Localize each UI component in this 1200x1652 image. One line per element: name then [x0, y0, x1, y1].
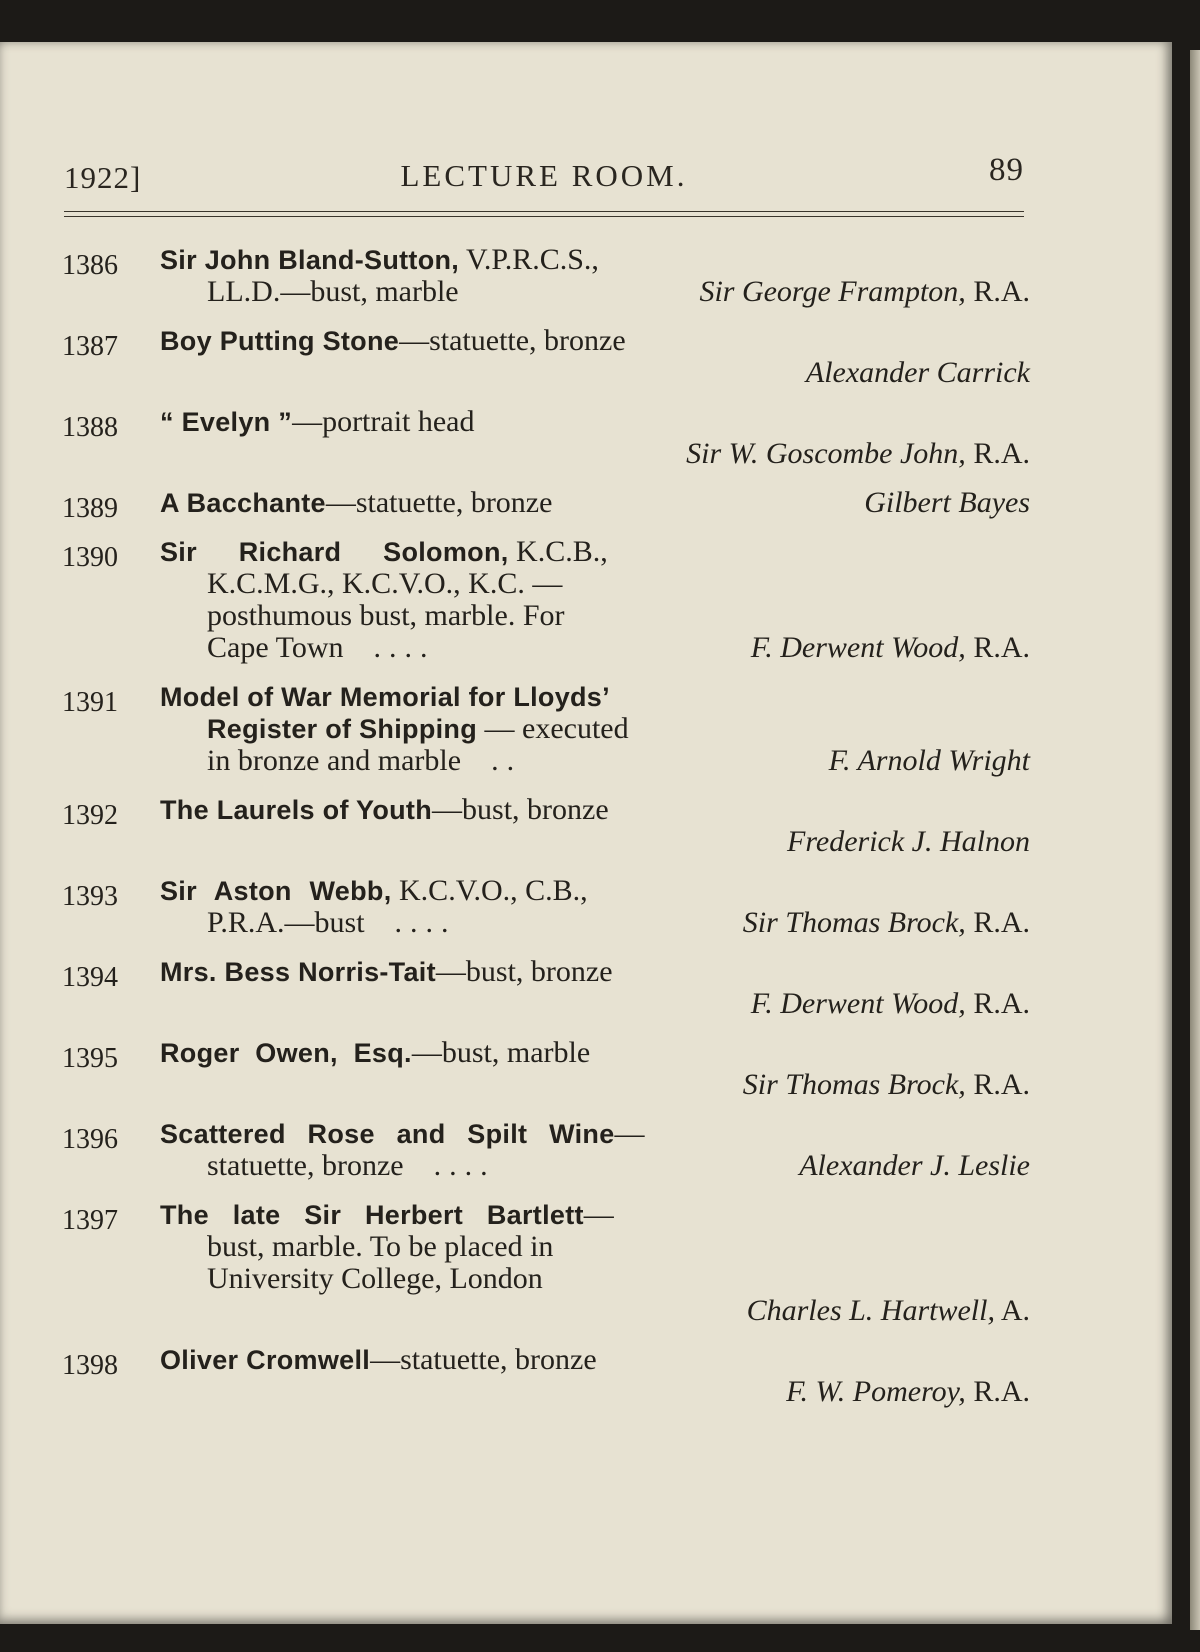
- leader-dots: ..: [491, 744, 523, 777]
- entry-description: —statuette, bronze: [370, 1343, 597, 1376]
- entry-title: Model of War Memorial for Lloyds’: [160, 682, 610, 712]
- entry-artist: Charles L. Hartwell,: [746, 1294, 995, 1327]
- entry-number: 1388: [62, 412, 118, 443]
- entry-artist: F. Derwent Wood,: [750, 987, 966, 1020]
- artist-suffix: R.A.: [965, 1068, 1030, 1101]
- entry-artist: Sir George Frampton,: [699, 275, 966, 308]
- header-rule-bottom: [64, 216, 1024, 217]
- entry-description: LL.D.—bust, marble: [207, 275, 459, 308]
- catalogue-entry: [62, 406, 1030, 470]
- entry-description: statuette, bronze: [207, 1149, 404, 1182]
- entry-title: Mrs. Bess Norris-Tait: [160, 957, 436, 987]
- entry-description: —statuette, bronze: [325, 486, 553, 519]
- entry-description: V.P.R.C.S.,: [459, 243, 599, 276]
- entry-title: Sir Richard Solomon,: [160, 537, 509, 567]
- entry-description: —: [583, 1198, 614, 1231]
- page-number: 89: [989, 152, 1024, 188]
- entry-title: The Laurels of Youth: [160, 795, 433, 825]
- entry-title: Sir Aston Webb,: [160, 876, 392, 906]
- entry-number: 1386: [62, 250, 118, 281]
- entry-title: Boy Putting Stone: [160, 326, 400, 356]
- catalogue-entry: [62, 244, 1030, 308]
- entry-title: “ Evelyn ”: [160, 407, 293, 437]
- entry-number: 1387: [62, 331, 118, 362]
- catalogue-entry: [62, 956, 1030, 1020]
- catalogue-entry: [62, 325, 1030, 389]
- entry-description: —statuette, bronze: [399, 324, 626, 357]
- entry-title: Roger Owen, Esq.: [160, 1038, 412, 1068]
- header-title: LECTURE ROOM.: [400, 158, 688, 193]
- catalogue-entries: [62, 244, 1030, 1425]
- entry-number: 1393: [62, 881, 118, 912]
- entry-artist: Frederick J. Halnon: [787, 825, 1030, 858]
- leader-dots: ....: [394, 906, 457, 939]
- entry-title: Scattered Rose and Spilt Wine: [160, 1119, 615, 1149]
- entry-description: University College, London: [207, 1262, 543, 1295]
- entry-title: A Bacchante: [160, 488, 326, 518]
- entry-description: —portrait head: [292, 405, 475, 438]
- header-rule-top: [64, 211, 1024, 212]
- entry-artist: Sir Thomas Brock,: [742, 1068, 966, 1101]
- entry-number: 1397: [62, 1205, 118, 1236]
- entry-number: 1396: [62, 1124, 118, 1155]
- leader-dots: ....: [373, 631, 436, 664]
- entry-number: 1391: [62, 687, 118, 718]
- header-year: 1922]: [64, 160, 142, 195]
- artist-suffix: R.A.: [965, 437, 1030, 470]
- catalogue-entry: [62, 536, 1030, 664]
- page-edge: [1190, 50, 1200, 1630]
- entry-artist: F. Derwent Wood,: [750, 631, 966, 664]
- entry-description: bust, marble. To be placed in: [207, 1230, 554, 1263]
- entry-artist: F. W. Pomeroy,: [786, 1375, 966, 1408]
- entry-title: Oliver Cromwell: [160, 1345, 371, 1375]
- leader-dots: ....: [433, 1149, 496, 1182]
- entry-number: 1394: [62, 962, 118, 993]
- artist-suffix: R.A.: [965, 906, 1030, 939]
- artist-suffix: R.A.: [965, 987, 1030, 1020]
- entry-description: P.R.A.—bust: [207, 906, 365, 939]
- artist-suffix: R.A.: [965, 631, 1030, 664]
- entry-number: 1390: [62, 542, 118, 573]
- artist-suffix: R.A.: [965, 1375, 1030, 1408]
- entry-description: —bust, bronze: [432, 793, 609, 826]
- entry-description: Cape Town: [207, 631, 344, 664]
- entry-description: posthumous bust, marble. For: [207, 599, 565, 632]
- entry-artist: Sir Thomas Brock,: [742, 906, 966, 939]
- entry-title: Register of Shipping: [207, 714, 478, 744]
- artist-suffix: A.: [994, 1294, 1030, 1327]
- entry-title: The late Sir Herbert Bartlett: [160, 1200, 584, 1230]
- entry-description: K.C.M.G., K.C.V.O., K.C. —: [207, 567, 563, 600]
- entry-artist: Gilbert Bayes: [864, 486, 1030, 519]
- catalogue-entry: [62, 794, 1030, 858]
- entry-description: — executed: [477, 712, 629, 745]
- entry-artist: F. Arnold Wright: [828, 744, 1030, 777]
- entry-artist: Sir W. Goscombe John,: [686, 437, 966, 470]
- entry-artist: Alexander J. Leslie: [799, 1149, 1030, 1182]
- catalogue-entry: [62, 875, 1030, 939]
- catalogue-entry: [62, 1037, 1030, 1101]
- running-head: [64, 148, 1024, 198]
- entry-number: 1392: [62, 800, 118, 831]
- entry-description: —bust, bronze: [435, 955, 613, 988]
- entry-number: 1398: [62, 1350, 118, 1381]
- catalogue-entry: [62, 681, 1030, 777]
- catalogue-entry: [62, 1199, 1030, 1327]
- entry-artist: Alexander Carrick: [805, 356, 1030, 389]
- catalogue-entry: [62, 486, 1030, 524]
- artist-suffix: R.A.: [965, 275, 1030, 308]
- entry-description: —: [614, 1117, 645, 1150]
- entry-number: 1389: [62, 493, 118, 524]
- catalogue-entry: [62, 1344, 1030, 1408]
- entry-description: K.C.B.,: [508, 535, 608, 568]
- entry-description: —bust, marble: [411, 1036, 591, 1069]
- entry-description: K.C.V.O., C.B.,: [391, 874, 588, 907]
- entry-title: Sir John Bland-Sutton,: [160, 245, 460, 275]
- entry-number: 1395: [62, 1043, 118, 1074]
- entry-description: in bronze and marble: [207, 744, 462, 777]
- catalogue-entry: [62, 1118, 1030, 1182]
